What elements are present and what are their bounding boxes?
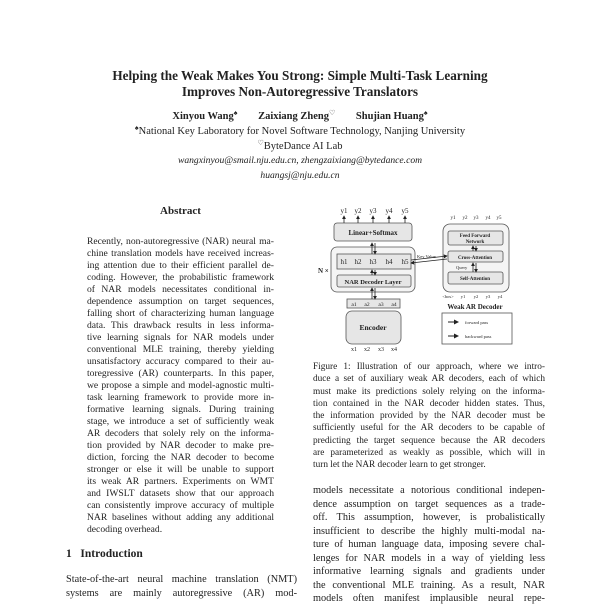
- nar-output-label: y5: [401, 207, 409, 215]
- ar-input-label: y3: [485, 294, 491, 299]
- author: Xinyou Wang♠: [172, 109, 238, 122]
- legend-box: [442, 313, 512, 344]
- n-times-label: N ×: [318, 267, 329, 275]
- ar-output-label: y1: [450, 216, 456, 221]
- input-label: x2: [364, 347, 370, 353]
- figure-caption: [313, 361, 545, 472]
- text-line: tion contained in the NAR decoder hidden states. Thus,: [313, 398, 545, 409]
- text-line: are parameterized as weakly as possible, which will in: [313, 448, 545, 459]
- text-line: and IWSLT datasets show that our approach: [87, 488, 274, 499]
- text-line: stage, we introduce a set of sufficiently weak: [87, 416, 274, 427]
- text-line: AR decoders that solely rely on the informa-: [87, 428, 274, 439]
- introduction-text: [66, 573, 297, 600]
- text-line: can consistently improve accuracy of multiple: [87, 500, 274, 511]
- author-list: [0, 109, 600, 122]
- figure-1-diagram: [310, 200, 600, 360]
- text-line: diction, forcing the NAR decoder to become: [87, 452, 274, 463]
- email: wangxinyou@smail.nju.edu.cn, zhengzaixiang@bytedance.com: [177, 155, 423, 166]
- ar-input-label: <bos>: [442, 294, 454, 299]
- text-line: duce a set of auxiliary weak AR decoders, each of which: [313, 374, 545, 385]
- email: huangsj@nju.edu.cn: [260, 170, 340, 181]
- text-line: data. This drawback results in less informa-: [87, 320, 274, 331]
- title-line: Helping the Weak Makes You Strong: Simple Multi-Task Learning: [112, 68, 488, 83]
- encoder-state-label: a3: [378, 302, 384, 308]
- text-line: models necessitate a notorious conditional indepen-: [313, 485, 545, 496]
- text-line: dependence assumption on target sequences,: [87, 296, 274, 307]
- text-line: predicting the target sequence because the AR decoders: [313, 435, 545, 446]
- text-line: task learning framework to provide more in-: [87, 392, 274, 403]
- abstract-heading: Abstract: [160, 205, 201, 217]
- feed-forward-label: Network: [465, 240, 485, 245]
- affiliation: ♠National Key Laboratory for Novel Software Technology, Nanjing University: [134, 124, 466, 137]
- nar-output-label: y2: [354, 207, 362, 215]
- encoder-state-label: a4: [391, 302, 397, 308]
- text-line: NAR baselines without adding any additional: [87, 512, 274, 523]
- text-line: toregressive (AR) counterparts. In this paper,: [87, 368, 274, 379]
- linear-softmax-label: Linear+Softmax: [348, 229, 398, 237]
- legend-backward: backward pass: [465, 334, 492, 339]
- text-line: we propose a simple and model-agnostic multi-: [87, 380, 274, 391]
- abstract-text: [87, 236, 274, 536]
- text-line: sufficiently useful for the AR decoders to be capable of: [313, 423, 545, 434]
- text-line: ing attention due to their efficient parallel de-: [87, 260, 274, 271]
- section-heading: 1 Introduction: [66, 548, 143, 560]
- text-line: stronger or else it will be unable to support: [87, 464, 274, 475]
- text-line: falling short of characterizing human language: [87, 308, 274, 319]
- text-line: turn let the NAR decoder learn to get stronger.: [313, 460, 486, 471]
- cross-attention-label: Cross-Attention: [457, 256, 493, 261]
- nar-output-label: y3: [369, 207, 377, 215]
- text-line: off. This assumption, however, is probalistically: [313, 512, 545, 523]
- text-line: lenges for NAR models in a way of yielding less: [313, 552, 545, 564]
- ar-output-label: y5: [496, 216, 502, 221]
- ar-output-label: y4: [485, 216, 491, 221]
- text-line: conventional MLE training, thereby yielding: [87, 344, 274, 355]
- feed-forward-label: Feed Forward: [459, 234, 491, 239]
- hidden-state-label: h3: [369, 258, 377, 266]
- text-line: unsatisfactory accuracy compared to their au-: [87, 356, 274, 367]
- text-line: Figure 1: Illustration of our approach, where we intro-: [313, 362, 545, 372]
- text-line: informative learning signals and gradients under: [313, 566, 545, 577]
- text-line: decoding overhead.: [87, 524, 163, 535]
- nar-output-label: y4: [385, 207, 393, 215]
- query-label: Query: [456, 265, 468, 270]
- text-line: coding. However, the probabilistic framework: [87, 272, 274, 283]
- text-line: must make its predictions solely relying on the informa-: [313, 386, 545, 397]
- text-line: tive learning signals for NAR models under: [87, 332, 274, 343]
- weak-ar-decoder-label: Weak AR Decoder: [447, 303, 503, 311]
- input-label: x1: [351, 347, 357, 353]
- input-label: x3: [378, 347, 384, 353]
- hidden-state-label: h1: [340, 258, 348, 266]
- author: Zaixiang Zheng♡: [258, 109, 336, 122]
- text-line: insufficient to describe the highly multi-modal na-: [313, 525, 545, 537]
- text-line: dence assumption on target sequences as a trade-: [313, 498, 545, 510]
- text-line: of NAR models necessitates conditional in-: [87, 284, 274, 295]
- text-line: State-of-the-art neural machine translation (NMT): [66, 574, 297, 585]
- input-label: x4: [391, 347, 397, 353]
- text-line: the information provided by the NAR decoder must be: [313, 411, 545, 422]
- text-line: tion provided by NAR decoder to make pre-: [87, 440, 274, 451]
- ar-output-label: y3: [473, 216, 479, 221]
- text-line: chine translation models have received increas-: [87, 248, 274, 259]
- text-line: formative learning signals. During training: [87, 404, 274, 415]
- ar-input-label: y2: [473, 294, 479, 299]
- encoder-state-label: a1: [351, 302, 357, 308]
- nar-layer-label: NAR Decoder Layer: [344, 279, 402, 286]
- hidden-state-label: h4: [385, 258, 393, 266]
- ar-input-label: y4: [497, 294, 503, 299]
- text-line: ture of human language data, imposing severe chal-: [313, 539, 545, 550]
- hidden-state-label: h5: [401, 258, 409, 266]
- author: Shujian Huang♠: [355, 109, 428, 122]
- nar-output-label: y1: [340, 207, 348, 215]
- ar-output-label: y2: [462, 216, 468, 221]
- text-line: its weak AR partners. Experiments on WMT: [87, 476, 274, 487]
- legend-forward: forward pass: [465, 320, 489, 325]
- right-column-text: [313, 484, 545, 606]
- paper-title: [0, 68, 600, 100]
- encoder-label: Encoder: [359, 323, 387, 332]
- self-attention-label: Self-Attention: [460, 277, 490, 282]
- text-line: Recently, non-autoregressive (NAR) neural ma-: [87, 236, 274, 247]
- text-line: models often manifest implausible neural repe-: [313, 593, 545, 604]
- hidden-state-label: h2: [354, 258, 362, 266]
- ar-input-label: y1: [460, 294, 466, 299]
- text-line: the conventional MLE training. As a result, NAR: [313, 579, 545, 591]
- key-value-label: Key Value: [417, 254, 436, 259]
- affiliation: ♡ByteDance AI Lab: [257, 139, 343, 152]
- encoder-state-label: a2: [364, 302, 370, 308]
- title-line: Improves Non-Autoregressive Translators: [181, 84, 419, 99]
- text-line: systems are mainly autoregressive (AR) mod-: [66, 587, 297, 599]
